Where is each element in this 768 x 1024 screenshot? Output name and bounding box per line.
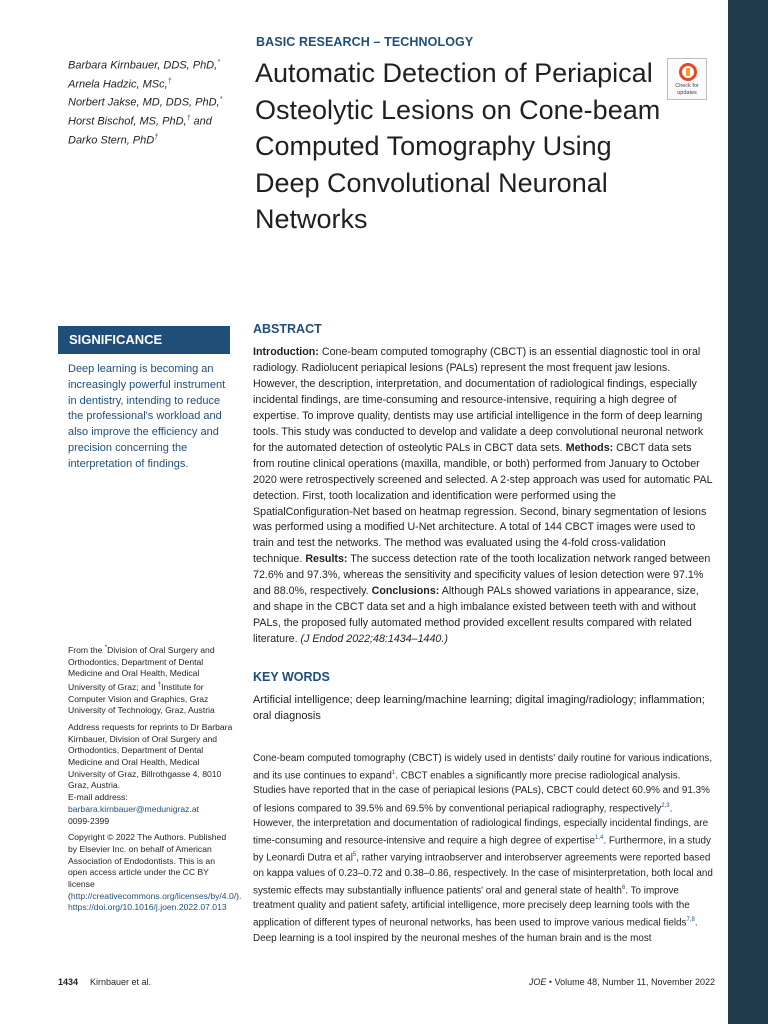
- running-author: Kirnbauer et al.: [90, 977, 152, 987]
- issue-info: Volume 48, Number 11, November 2022: [552, 977, 715, 987]
- abstract-text: Introduction: Cone-beam computed tomography (CBCT) is an essential diagnostic tool in oral radiology. Radiolucent periapical lesions (PALs) represent the most frequent jaw lesions. However, the description, interpretation, and documentation of radiological findings, especially incidental findings, are time-consuming and resource-intensive, requiring a high degree of expertise. To improve quality, dentists may use artificial intelligence in the form of deep learning tools. This study was conducted to develop and validate a deep convolutional neuronal network for the automated detection of osteolytic PALs in CBCT data sets. Methods: CBCT data sets from routine clinical operations (maxilla, mandible, or both) performed from January to October 2020 were retrospectively screened and selected. A 2-step approach was used for automatic PAL detection. First, tooth localization and identification were performed using the SpatialConfiguration-Net based on heatmap regression. Second, binary segmentation of lesions was performed using a modified U-Net architecture. A total of 144 CBCT images were used to train and test the networks. The method was evaluated using the 4-fold cross-validation technique. Results: The success detection rate of the tooth localization network ranged between 72.6% and 97.3%, whereas the sensitivity and specificity values of lesion detection were 97.1% and 88.0%, respectively. Conclusions: Although PALs showed variations in appearance, size, and shape in the CBCT data set and a high imbalance existed between teeth with and without PALs, the proposed fully automated method provided excellent results compared with related literature. (J Endod 2022;48:1434–1440.): [253, 346, 713, 646]
- page-number: 1434: [58, 977, 79, 987]
- reference-link[interactable]: 1: [391, 770, 396, 777]
- abstract-heading: ABSTRACT: [253, 322, 322, 336]
- check-for-updates-badge[interactable]: [667, 58, 707, 100]
- author: Barbara Kirnbauer, DDS, PhD,*: [68, 59, 220, 72]
- reference-link[interactable]: 1,4: [594, 835, 604, 842]
- crossmark-icon: [679, 63, 697, 81]
- email-link[interactable]: barbara.kirnbauer@medunigraz.at: [68, 803, 200, 814]
- author-list: [68, 55, 243, 148]
- author: Darko Stern, PhD†: [68, 133, 159, 147]
- article-title: Automatic Detection of Periapical Osteolytic Lesions on Cone-beam Computed Tomography Using Deep Convolutional Neuronal Networks: [255, 58, 661, 234]
- significance-heading: SIGNIFICANCE: [58, 326, 230, 354]
- keywords-heading: KEY WORDS: [253, 670, 330, 684]
- correspondence: Address requests for reprints to Dr Barbara Kirnbauer, Division of Oral Surgery and Orthodontics, Department of Dental Medicine and Oral Health, Medical University of Graz, Billrothgasse 4, 8010 Graz, Austria. E-mail address: barbara.kirnbauer@medunigraz.at 0099-2399: [68, 721, 233, 826]
- reference-link[interactable]: 5: [352, 852, 357, 859]
- journal-name: JOE: [528, 977, 547, 987]
- side-color-bar: [728, 0, 768, 1024]
- crossmark-label: Check for updates: [675, 83, 699, 96]
- affiliation-text: From the *Division of Oral Surgery and Orthodontics, Department of Dental Medicine and Oral Health, Medical University of Graz; and †Institute for Computer Vision and Graphics, Graz University of Technology, Graz, Austria: [68, 644, 215, 716]
- significance-text: Deep learning is becoming an increasingly powerful instrument in dentistry, intending to reduce the professional's workload and also improve the efficiency and precision concerning the interpretation of findings.: [68, 363, 226, 470]
- keywords-text: Artificial intelligence; deep learning/machine learning; digital imaging/radiology; inflammation; oral diagnosis: [253, 694, 705, 722]
- copyright: Copyright © 2022 The Authors. Published by Elsevier Inc. on behalf of American Association of Endodontists. This is an open access article under the CC BY license (http://creativecommons.org/licenses/by/4.0/). https://doi.org/10.1016/j.joen.2022.07.013: [68, 832, 242, 913]
- reference-link[interactable]: 7,8: [686, 917, 695, 924]
- footer-left: [58, 977, 151, 987]
- affiliations: [68, 643, 242, 919]
- author: Horst Bischof, MS, PhD,† and: [68, 114, 212, 128]
- footer-journal: JOE • Volume 48, Number 11, November 2022: [528, 977, 715, 987]
- doi-link[interactable]: https://doi.org/10.1016/j.joen.2022.07.013: [68, 902, 227, 913]
- author: Norbert Jakse, MD, DDS, PhD,*: [68, 96, 223, 109]
- body-paragraph: Cone-beam computed tomography (CBCT) is widely used in dentists' daily routine for various indications, and its use continues to expand$^1$. CBCT enables a significantly more precise radiological analysis. Studies have reported that in the case of periapical lesions (PALs), CBCT could detect 60.9% and 91.3% of lesions compared to 39.5% and 69.5% by conventional periapical radiography, respectively$^{2,3}$. However, the interpretation and documentation of radiological findings, especially incidental findings, are time-consuming and resource-intensive and require a high degree of expertise$^{1,4}$. Furthermore, in a study by Leonardi Dutra et $al^5$, rather varying intraobserver and interobserver agreements were reported based on kappa values of 0.23–0.72 and 0.38–0.86, respectively. In the case of misinterpretation, both local and systemic effects may substantially influence patients' oral and general state of health$^6$. To improve treatment quality and patient safety, artificial intelligence, more precisely deep learning tools with the application of different types of neuronal networks, has been used to improve various medical fields$^{7,8}$. Deep learning is a tool inspired by the neuronal meshes of the human brain and is the most: [253, 753, 713, 944]
- reference-link[interactable]: 6: [621, 884, 626, 891]
- license-link[interactable]: http://creativecommons.org/licenses/by/4.0/: [70, 890, 237, 901]
- reference-link[interactable]: 2,3: [661, 802, 670, 809]
- author: Arnela Hadzic, MSc,†: [68, 77, 172, 91]
- section-label: BASIC RESEARCH – TECHNOLOGY: [256, 35, 474, 49]
